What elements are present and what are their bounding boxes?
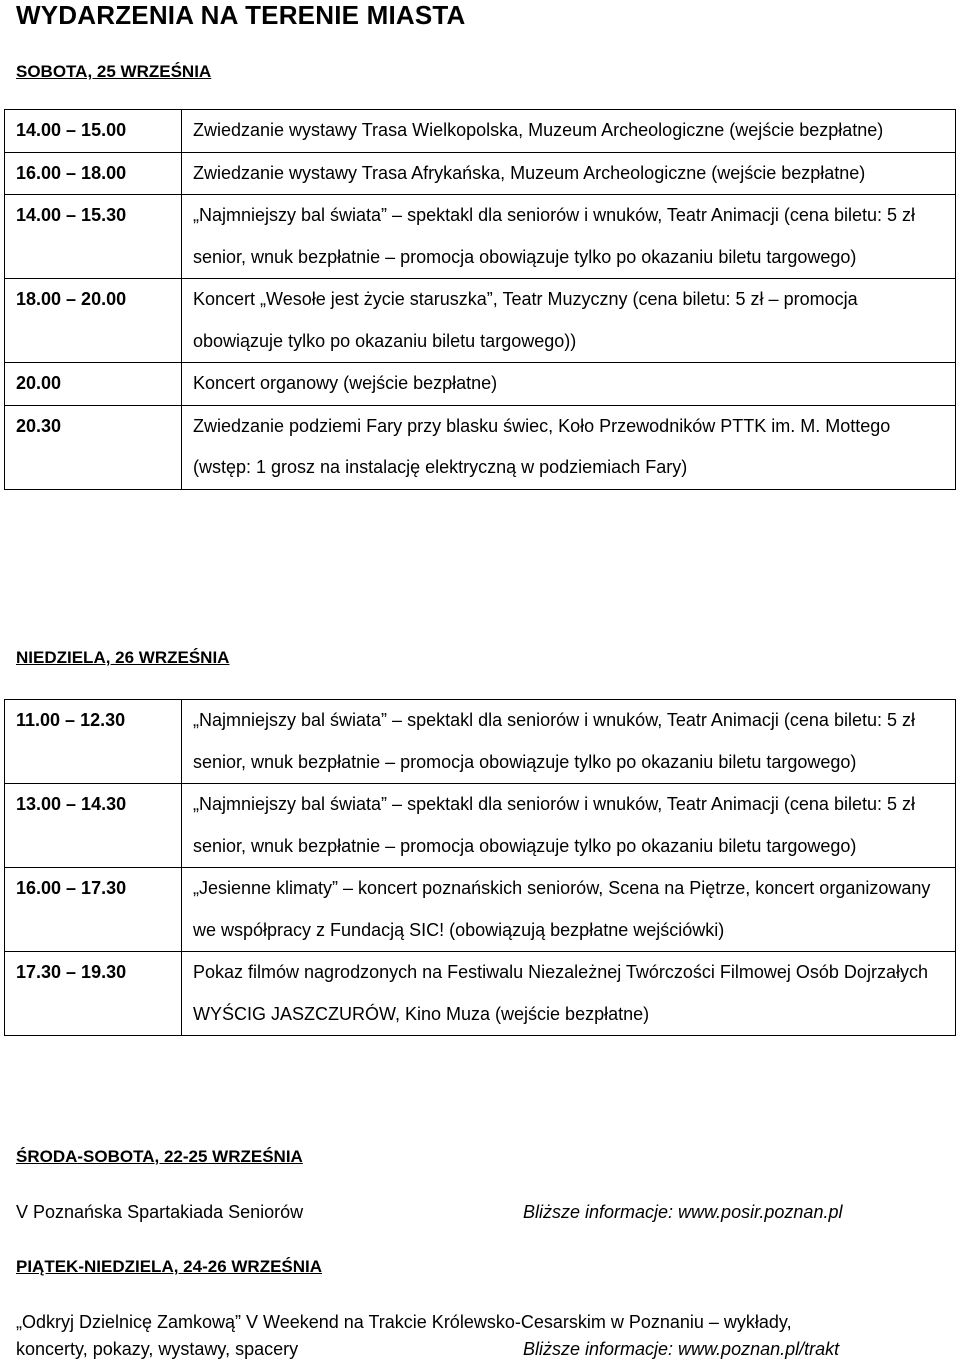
event-description: Koncert organowy (wejście bezpłatne) bbox=[182, 363, 956, 406]
event-time: 13.00 – 14.30 bbox=[5, 784, 182, 868]
table-row bbox=[5, 195, 956, 279]
event-time: 18.00 – 20.00 bbox=[5, 279, 182, 363]
table-row bbox=[5, 700, 956, 784]
page-title: WYDARZENIA NA TERENIE MIASTA bbox=[16, 0, 466, 30]
event-time: 14.00 – 15.30 bbox=[5, 195, 182, 279]
posir-info-link[interactable]: Bliższe informacje: www.posir.poznan.pl bbox=[523, 1202, 843, 1222]
saturday-heading: SOBOTA, 25 WRZEŚNIA bbox=[16, 62, 212, 81]
trakt-event-line1: „Odkryj Dzielnicę Zamkową” V Weekend na Trakcie Królewsko-Cesarskim w Poznaniu – wykłady, bbox=[16, 1312, 792, 1332]
event-description: Pokaz filmów nagrodzonych na Festiwalu Niezależnej Twórczości Filmowej Osób Dojrzałych WYŚCIG JASZCZURÓW, Kino Muza (wejście bezpłatne) bbox=[182, 952, 956, 1036]
trakt-info-link[interactable]: Bliższe informacje: www.poznan.pl/trakt bbox=[523, 1339, 840, 1359]
event-time: 11.00 – 12.30 bbox=[5, 700, 182, 784]
event-description: Zwiedzanie wystawy Trasa Afrykańska, Muzeum Archeologiczne (wejście bezpłatne) bbox=[182, 152, 956, 195]
event-description: Koncert „Wesołe jest życie staruszka”, Teatr Muzyczny (cena biletu: 5 zł – promocja obowiązuje tylko po okazaniu biletu targowego)) bbox=[182, 279, 956, 363]
table-row bbox=[5, 110, 956, 153]
wednesday-saturday-heading: ŚRODA-SOBOTA, 22-25 WRZEŚNIA bbox=[16, 1147, 303, 1166]
event-time: 20.30 bbox=[5, 405, 182, 489]
table-row bbox=[5, 279, 956, 363]
sunday-events-table bbox=[4, 699, 956, 1036]
event-description: Zwiedzanie podziemi Fary przy blasku świec, Koło Przewodników PTTK im. M. Mottego (wstęp: 1 grosz na instalację elektryczną w podziemiach Fary) bbox=[182, 405, 956, 489]
friday-sunday-heading: PIĄTEK-NIEDZIELA, 24-26 WRZEŚNIA bbox=[16, 1257, 323, 1276]
event-description: „Najmniejszy bal świata” – spektakl dla seniorów i wnuków, Teatr Animacji (cena biletu: 5 zł senior, wnuk bezpłatnie – promocja obowiązuje tylko po okazaniu biletu targowego) bbox=[182, 700, 956, 784]
sunday-heading: NIEDZIELA, 26 WRZEŚNIA bbox=[16, 648, 230, 667]
table-row bbox=[5, 152, 956, 195]
event-description: „Najmniejszy bal świata” – spektakl dla seniorów i wnuków, Teatr Animacji (cena biletu: 5 zł senior, wnuk bezpłatnie – promocja obowiązuje tylko po okazaniu biletu targowego) bbox=[182, 195, 956, 279]
event-time: 14.00 – 15.00 bbox=[5, 110, 182, 153]
event-time: 20.00 bbox=[5, 363, 182, 406]
event-description: „Jesienne klimaty” – koncert poznańskich seniorów, Scena na Piętrze, koncert organizowany we współpracy z Fundacją SIC! (obowiązują bezpłatne wejściówki) bbox=[182, 868, 956, 952]
event-time: 16.00 – 18.00 bbox=[5, 152, 182, 195]
event-time: 16.00 – 17.30 bbox=[5, 868, 182, 952]
saturday-events-table bbox=[4, 109, 956, 490]
table-row bbox=[5, 405, 956, 489]
trakt-event-line2: koncerty, pokazy, wystawy, spacery bbox=[16, 1339, 299, 1359]
event-description: Zwiedzanie wystawy Trasa Wielkopolska, Muzeum Archeologiczne (wejście bezpłatne) bbox=[182, 110, 956, 153]
spartakiada-event: V Poznańska Spartakiada Seniorów bbox=[16, 1202, 304, 1222]
table-row bbox=[5, 784, 956, 868]
event-time: 17.30 – 19.30 bbox=[5, 952, 182, 1036]
table-row bbox=[5, 952, 956, 1036]
table-row bbox=[5, 363, 956, 406]
table-row bbox=[5, 868, 956, 952]
event-description: „Najmniejszy bal świata” – spektakl dla seniorów i wnuków, Teatr Animacji (cena biletu: 5 zł senior, wnuk bezpłatnie – promocja obowiązuje tylko po okazaniu biletu targowego) bbox=[182, 784, 956, 868]
